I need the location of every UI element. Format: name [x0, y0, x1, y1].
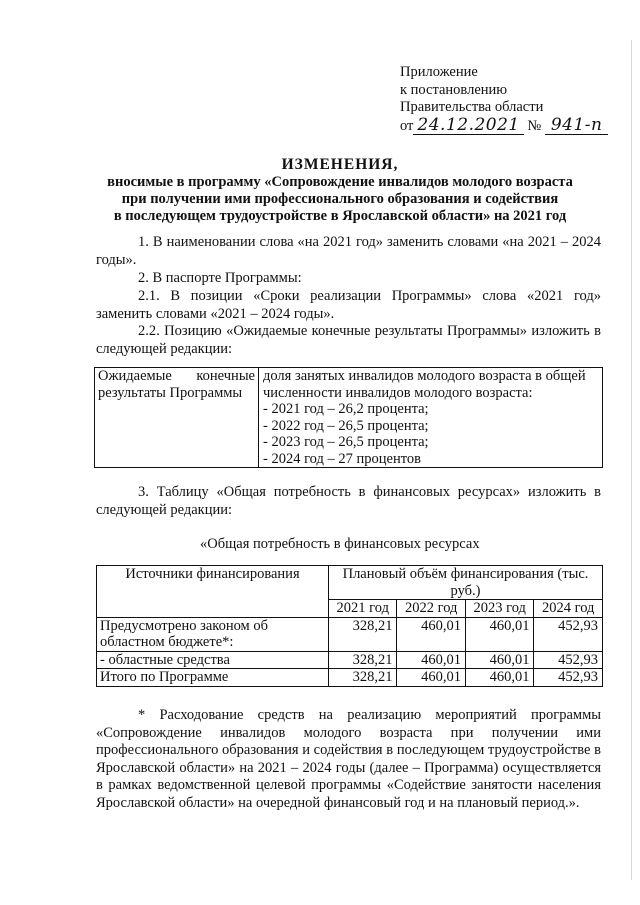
- title-main: ИЗМЕНЕНИЯ,: [281, 156, 399, 173]
- item-2: 2. В паспорте Программы:: [138, 270, 302, 286]
- finance-table-caption: «Общая потребность в финансовых ресурсах: [200, 536, 480, 552]
- cell-value: 328,21: [329, 651, 397, 669]
- results-table: [94, 367, 603, 468]
- table-row: [97, 617, 603, 651]
- handwritten-date: 24.12.2021: [413, 117, 523, 136]
- header-year-2023: 2023 год: [465, 600, 533, 618]
- header-source: Источники финансирования: [97, 566, 329, 618]
- item-2-2: 2.2. Позицию «Ожидаемые конечные результаты Программы» изложить в следующей редакции:: [96, 323, 601, 357]
- appendix-block: [400, 64, 608, 135]
- appendix-date-line: [400, 114, 608, 136]
- handwritten-number: 941-п: [545, 117, 609, 136]
- table-row: [97, 651, 603, 669]
- title-line-1: вносимые в программу «Сопровождение инвалидов молодого возраста: [107, 174, 573, 190]
- appendix-line-1: Приложение: [400, 64, 478, 80]
- item-3: 3. Таблицу «Общая потребность в финансовых ресурсах» изложить в следующей редакции:: [96, 484, 601, 518]
- header-year-2024: 2024 год: [534, 600, 603, 618]
- results-row-2021: - 2021 год – 26,2 процента;: [263, 401, 429, 417]
- item-2-1: 2.1. В позиции «Сроки реализации Программы» слова «2021 год» заменить словами «2021 – 2024 годы».: [96, 288, 601, 322]
- results-row-2022: - 2022 год – 26,5 процента;: [263, 417, 429, 434]
- number-prefix: №: [527, 117, 542, 134]
- appendix-line-3: Правительства области: [400, 99, 544, 115]
- cell-value: 452,93: [534, 651, 603, 669]
- document-title: [80, 156, 600, 225]
- cell-value: 328,21: [329, 669, 397, 687]
- cell-value: 460,01: [465, 617, 533, 651]
- row-label: Предусмотрено законом об областном бюджете*:: [97, 617, 329, 651]
- footnote: * Расходование средств на реализацию мероприятий программы «Сопровождение инвалидов молодого возраста при получении ими профессионального образования и содействия в последующем трудоустройстве в Ярославской области» на 2021 – 2024 годы (далее – Программа) осуществляется в рамках ведомственной целевой программы «Содействие занятости населения Ярославской области» на очередной финансовый год и на плановый период.».: [96, 707, 601, 811]
- cell-value: 460,01: [397, 669, 465, 687]
- title-line-2: при получении ими профессионального образования и содействия: [121, 191, 559, 207]
- date-prefix: от: [400, 117, 414, 134]
- cell-value: 460,01: [465, 669, 533, 687]
- appendix-line-2: к постановлению: [400, 81, 508, 98]
- cell-value: 460,01: [465, 651, 533, 669]
- results-description: доля занятых инвалидов молодого возраста в общей численности инвалидов молодого возраста:: [263, 368, 586, 401]
- title-line-3: в последующем трудоустройстве в Ярославской области» на 2021 год: [113, 208, 567, 224]
- results-label-line-2: результаты Программы: [98, 384, 243, 401]
- item-1: 1. В наименовании слова «на 2021 год» заменить словами «на 2021 – 2024 годы».: [96, 234, 601, 268]
- results-row-2024: - 2024 год – 27 процентов: [263, 450, 421, 467]
- cell-value: 452,93: [534, 617, 603, 651]
- scan-edge-line: [631, 40, 632, 880]
- cell-value: 452,93: [534, 669, 603, 687]
- header-year-2022: 2022 год: [397, 600, 465, 618]
- cell-value: 460,01: [397, 651, 465, 669]
- row-label: - областные средства: [97, 651, 329, 669]
- header-plan: Плановый объём финансирования (тыс. руб.): [329, 566, 603, 600]
- header-year-2021: 2021 год: [329, 600, 397, 618]
- table-row: [97, 669, 603, 687]
- cell-value: 460,01: [397, 617, 465, 651]
- results-label-cell: [95, 368, 259, 468]
- cell-value: 328,21: [329, 617, 397, 651]
- results-row-2023: - 2023 год – 26,5 процента;: [263, 434, 429, 450]
- results-label-line-1: Ожидаемые конечные: [98, 368, 255, 384]
- row-label: Итого по Программе: [97, 669, 329, 687]
- results-value-cell: [259, 368, 603, 468]
- finance-table: [96, 565, 603, 687]
